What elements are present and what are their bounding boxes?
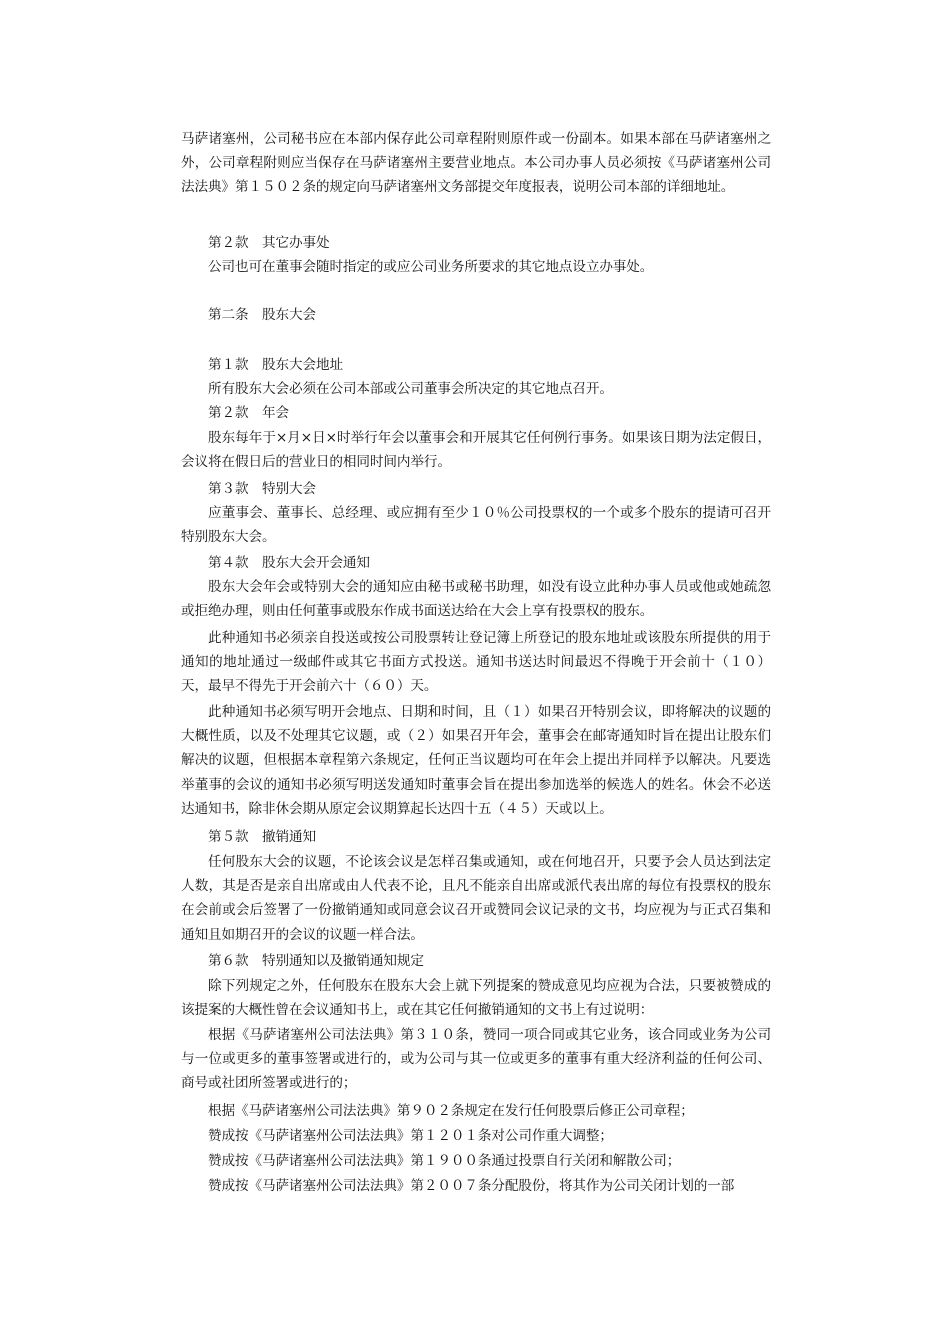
intro-paragraph-2: 公司也可在董事会随时指定的或应公司业务所要求的其它地点设立办事处。 [208,259,654,275]
section-6-paragraph-1: 除下列规定之外，任何股东在股东大会上就下列提案的赞成意见均应视为合法，只要被赞成的该提案的大概性曾在会议通知书上，或在其它任何撤销通知的文书上有过说明： [181,978,771,1019]
section-1-paragraph: 所有股东大会必须在公司本部或公司董事会所决定的其它地点召开。 [208,381,613,397]
section-6-paragraph-5: 赞成按《马萨诸塞州公司法法典》第１９００条通过投票自行关闭和解散公司； [208,1153,681,1169]
section-6-paragraph-6: 赞成按《马萨诸塞州公司法法典》第２００７条分配股份，将其作为公司关闭计划的一部 [208,1178,735,1194]
section-6-paragraph-4: 赞成按《马萨诸塞州公司法法典》第１２０１条对公司作重大调整； [208,1128,613,1144]
section-2-annual-heading: 第２款 年会 [208,405,289,421]
section-2-heading: 第２款 其它办事处 [208,235,330,251]
section-3-paragraph: 应董事会、董事长、总经理、或应拥有至少１０％公司投票权的一个或多个股东的提请可召开特别股东大会。 [181,505,771,546]
section-6-paragraph-2: 根据《马萨诸塞州公司法法典》第３１０条，赞同一项合同或其它业务，该合同或业务为公司与一位或更多的董事签署或进行的，或为公司与其一位或更多的董事有重大经济利益的任何公司、商号或社团所签署或进行的； [181,1027,771,1092]
section-4-heading: 第４款 股东大会开会通知 [208,555,370,571]
section-5-paragraph: 任何股东大会的议题，不论该会议是怎样召集或通知，或在何地召开，只要予会人员达到法定人数，其是否是亲自出席或由人代表不论，且凡不能亲自出席或派代表出席的每位有投票权的股东在会前或会后签署了一份撤销通知或同意会议召开或赞同会议记录的文书，均应视为与正式召集和通知且如期召开的会议的议题一样合法。 [181,854,771,943]
article-2-title: 第二条 股东大会 [208,307,316,323]
section-6-heading: 第６款 特别通知以及撤销通知规定 [208,953,424,969]
section-5-heading: 第５款 撤销通知 [208,829,316,845]
section-4-paragraph-2: 此种通知书必须亲自投送或按公司股票转让登记簿上所登记的股东地址或该股东所提供的用于通知的地址通过一级邮件或其它书面方式投送。通知书送达时间最迟不得晚于开会前十（１０）天，最早不得先于开会前六十（６０）天。 [181,630,771,695]
section-3-heading: 第３款 特别大会 [208,481,316,497]
section-6-paragraph-3: 根据《马萨诸塞州公司法法典》第９０２条规定在发行任何股票后修正公司章程； [208,1103,694,1119]
section-4-paragraph-1: 股东大会年会或特别大会的通知应由秘书或秘书助理，如没有设立此种办事人员或他或她疏忽或拒绝办理，则由任何董事或股东作成书面送达给在大会上享有投票权的股东。 [181,579,771,620]
section-1-heading: 第１款 股东大会地址 [208,357,343,373]
section-2-paragraph: 股东每年于×月×日×时举行年会以董事会和开展其它任何例行事务。如果该日期为法定假日，会议将在假日后的营业日的相同时间内举行。 [181,430,771,471]
section-4-paragraph-3: 此种通知书必须写明开会地点、日期和时间，且（１）如果召开特别会议，即将解决的议题的大概性质，以及不处理其它议题，或（２）如果召开年会，董事会在邮寄通知时旨在提出让股东们解决的议题，但根据本章程第六条规定，任何正当议题均可在年会上提出并同样予以解决。凡要选举董事的会议的通知书必须写明送发通知时董事会旨在提出参加选举的候选人的姓名。休会不必送达通知书，除非休会期从原定会议期算起长达四十五（４５）天或以上。 [181,704,771,817]
intro-paragraph-1: 马萨诸塞州，公司秘书应在本部内保存此公司章程附则原件或一份副本。如果本部在马萨诸塞州之外，公司章程附则应当保存在马萨诸塞州主要营业地点。本公司办事人员必须按《马萨诸塞州公司法法典》第１５０２条的规定向马萨诸塞州文务部提交年度报表，说明公司本部的详细地址。 [181,131,771,196]
